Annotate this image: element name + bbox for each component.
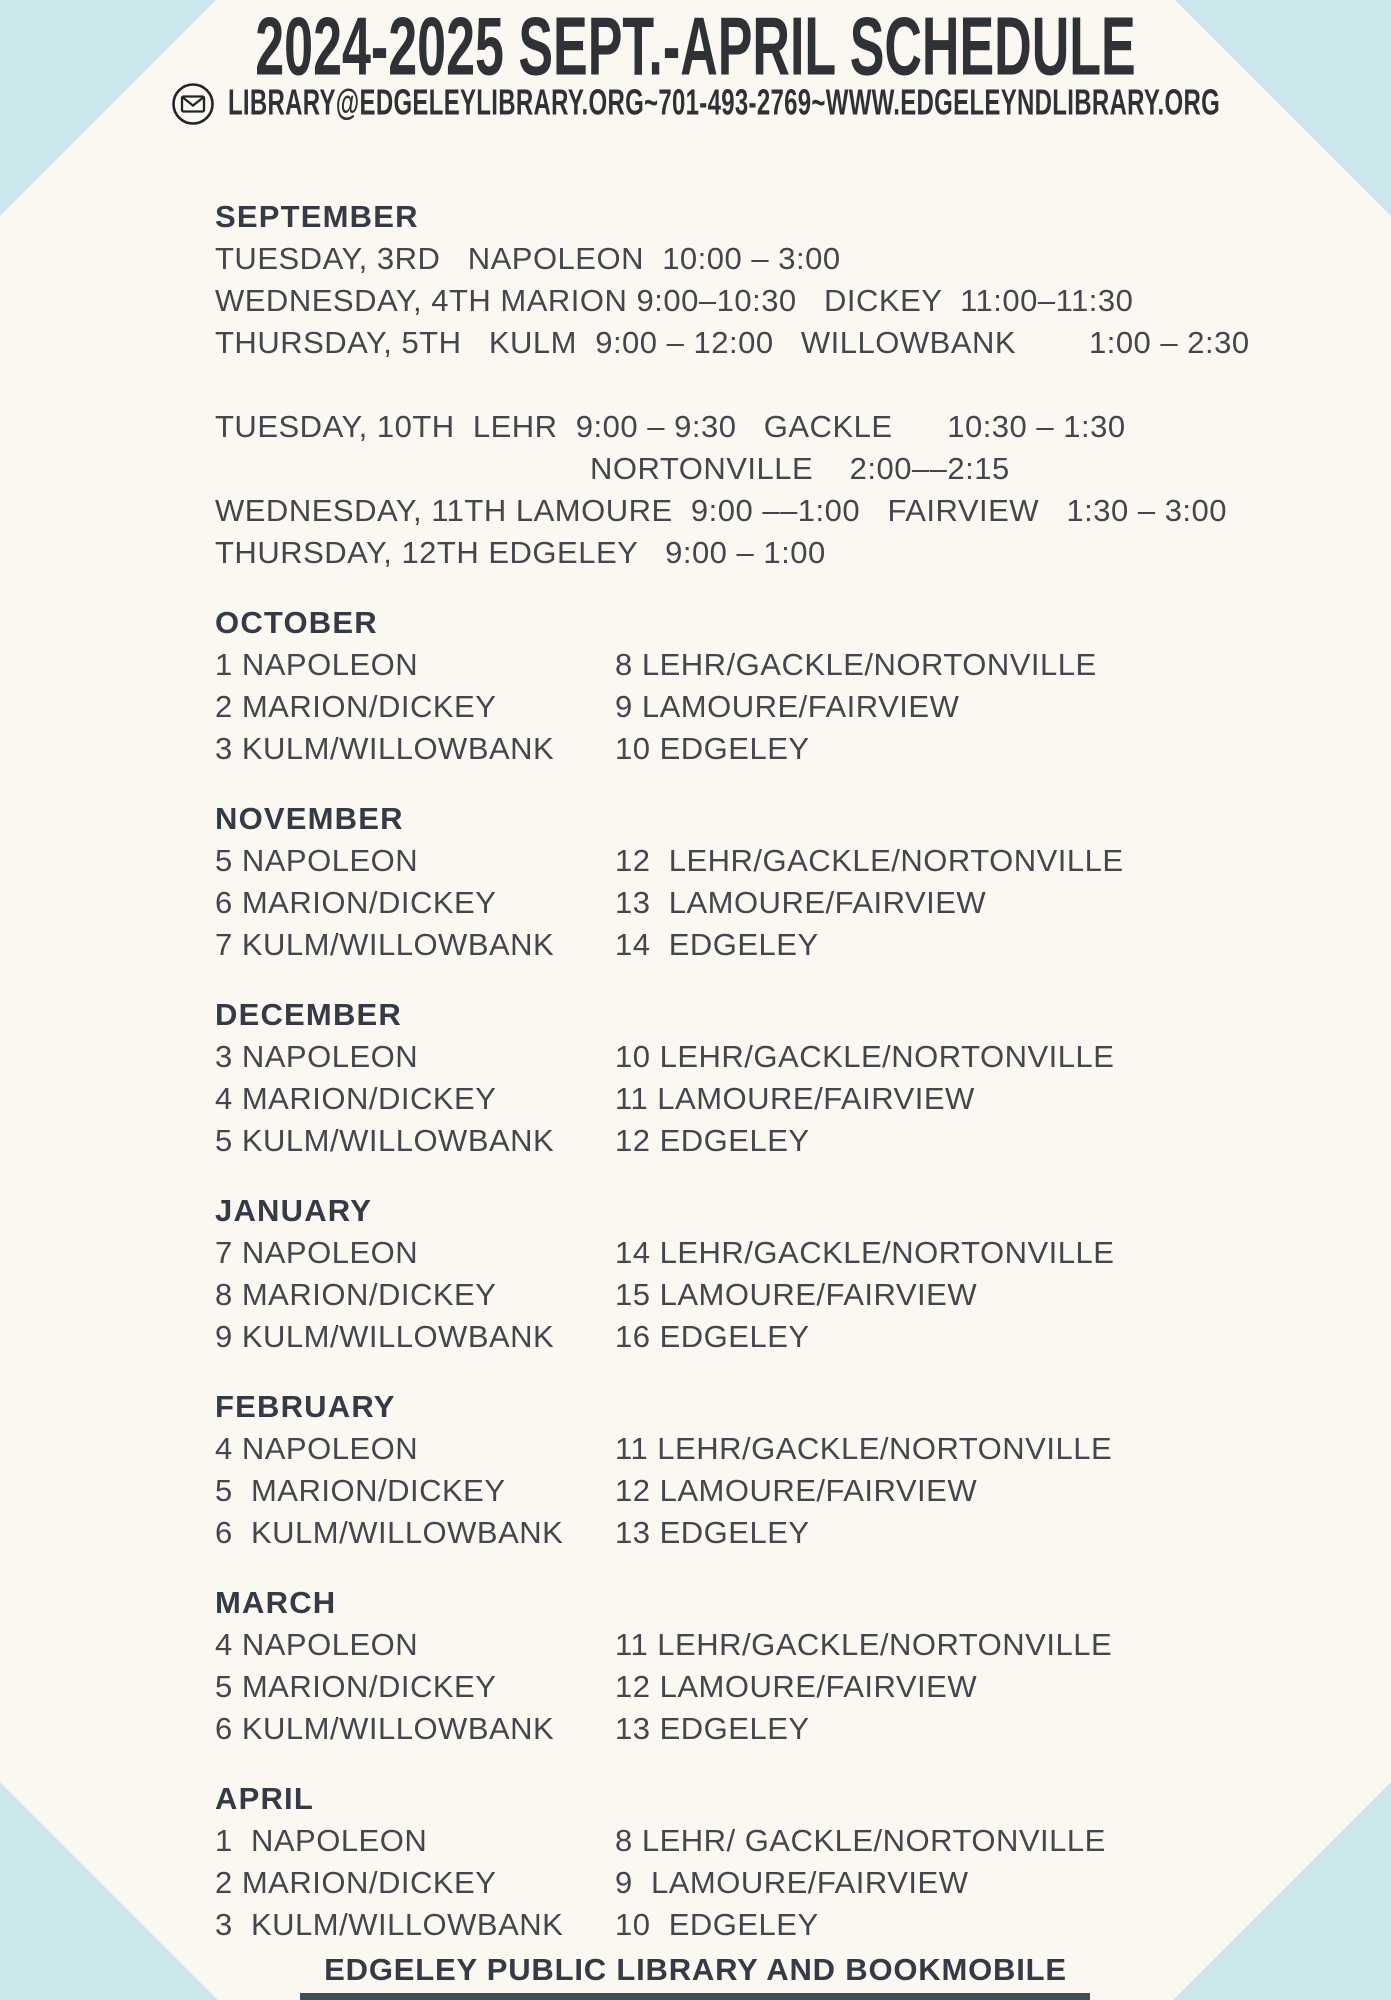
month-heading: DECEMBER [215,997,403,1032]
september-lines [215,238,1250,574]
month-stop-entry: 5 MARION/DICKEY [215,1473,506,1508]
month-stop-entry: 8 MARION/DICKEY [215,1277,497,1312]
month-stop-entry: 5 NAPOLEON [215,843,419,878]
month-stop-entry: 2 MARION/DICKEY [215,689,497,724]
month-stop-entry: 3 NAPOLEON [215,1039,419,1074]
schedule-line: WEDNESDAY, 4TH MARION 9:00–10:30 DICKEY 11:00–11:30 [215,283,1134,318]
month-stop-entry: 11 LEHR/GACKLE/NORTONVILLE [615,1431,1113,1466]
month-stop-entry: 12 LEHR/GACKLE/NORTONVILLE [615,843,1124,878]
section-december [215,994,1215,1162]
month-stop-entry: 13 EDGELEY [615,1515,810,1550]
schedule-line: NORTONVILLE 2:00––2:15 [590,451,1010,486]
schedule-line: THURSDAY, 5TH KULM 9:00 – 12:00 WILLOWBANK 1:00 – 2:30 [215,325,1250,360]
section-february [215,1386,1215,1554]
contact-info: LIBRARY@EDGELEYLIBRARY.ORG~701-493-2769~WWW.EDGELEYNDLIBRARY.ORG [227,82,1221,124]
envelope-icon [171,82,215,126]
month-rows [215,644,1215,770]
month-stop-entry: 5 KULM/WILLOWBANK [215,1123,555,1158]
month-heading: NOVEMBER [215,801,404,836]
month-stop-entry: 10 LEHR/GACKLE/NORTONVILLE [615,1039,1115,1074]
month-stop-entry: 2 MARION/DICKEY [215,1865,497,1900]
month-rows [215,1036,1215,1162]
month-rows [215,1428,1215,1554]
bottom-accent-bar [300,1993,1090,2000]
month-stop-entry: 1 NAPOLEON [215,1823,428,1858]
section-november [215,798,1215,966]
schedule-line: THURSDAY, 12TH EDGELEY 9:00 – 1:00 [215,535,826,570]
months-container [215,602,1215,1946]
month-stop-entry: 6 KULM/WILLOWBANK [215,1515,564,1550]
month-stop-entry: 9 LAMOURE/FAIRVIEW [615,1865,969,1900]
month-stop-entry: 10 EDGELEY [615,1907,819,1942]
schedule-content [215,196,1250,1946]
month-heading: FEBRUARY [215,1389,396,1424]
section-april [215,1778,1215,1946]
month-stop-entry: 11 LEHR/GACKLE/NORTONVILLE [615,1627,1113,1662]
month-stop-entry: 6 MARION/DICKEY [215,885,497,920]
month-rows [215,840,1215,966]
month-stop-entry: 12 LAMOURE/FAIRVIEW [615,1473,978,1508]
footer-text: EDGELEY PUBLIC LIBRARY AND BOOKMOBILE [324,1952,1067,1987]
month-heading: JANUARY [215,1193,373,1228]
month-stop-entry: 3 KULM/WILLOWBANK [215,1907,564,1942]
month-stop-entry: 3 KULM/WILLOWBANK [215,731,555,766]
month-heading: SEPTEMBER [215,199,419,234]
month-stop-entry: 1 NAPOLEON [215,647,419,682]
month-stop-entry: 15 LAMOURE/FAIRVIEW [615,1277,978,1312]
month-heading: MARCH [215,1585,337,1620]
section-october [215,602,1215,770]
month-stop-entry: 4 MARION/DICKEY [215,1081,497,1116]
schedule-line: TUESDAY, 3RD NAPOLEON 10:00 – 3:00 [215,241,841,276]
schedule-line: TUESDAY, 10TH LEHR 9:00 – 9:30 GACKLE 10:30 – 1:30 [215,409,1126,444]
month-stop-entry: 7 KULM/WILLOWBANK [215,927,555,962]
month-stop-entry: 6 KULM/WILLOWBANK [215,1711,555,1746]
month-stop-entry: 14 LEHR/GACKLE/NORTONVILLE [615,1235,1115,1270]
month-rows [215,1232,1215,1358]
month-stop-entry: 5 MARION/DICKEY [215,1669,497,1704]
month-stop-entry: 8 LEHR/ GACKLE/NORTONVILLE [615,1823,1106,1858]
month-stop-entry: 12 EDGELEY [615,1123,810,1158]
month-stop-entry: 9 KULM/WILLOWBANK [215,1319,555,1354]
month-stop-entry: 7 NAPOLEON [215,1235,419,1270]
contact-row [0,78,1391,130]
month-heading: APRIL [215,1781,314,1816]
month-heading: OCTOBER [215,605,378,640]
month-stop-entry: 4 NAPOLEON [215,1627,419,1662]
month-stop-entry: 13 EDGELEY [615,1711,810,1746]
month-stop-entry: 12 LAMOURE/FAIRVIEW [615,1669,978,1704]
month-stop-entry: 10 EDGELEY [615,731,810,766]
schedule-line [215,364,1215,406]
month-stop-entry: 4 NAPOLEON [215,1431,419,1466]
schedule-line: WEDNESDAY, 11TH LAMOURE 9:00 ––1:00 FAIRVIEW 1:30 – 3:00 [215,493,1228,528]
month-rows [215,1820,1215,1946]
month-stop-entry: 9 LAMOURE/FAIRVIEW [615,689,960,724]
month-stop-entry: 13 LAMOURE/FAIRVIEW [615,885,987,920]
section-september [215,196,1250,574]
section-march [215,1582,1215,1750]
month-stop-entry: 16 EDGELEY [615,1319,810,1354]
month-stop-entry: 8 LEHR/GACKLE/NORTONVILLE [615,647,1097,682]
month-stop-entry: 11 LAMOURE/FAIRVIEW [615,1081,975,1116]
page-title-row [0,0,1391,94]
section-january [215,1190,1215,1358]
month-rows [215,1624,1215,1750]
page-title: 2024-2025 SEPT.-APRIL SCHEDULE [255,1,1136,94]
month-stop-entry: 14 EDGELEY [615,927,819,962]
